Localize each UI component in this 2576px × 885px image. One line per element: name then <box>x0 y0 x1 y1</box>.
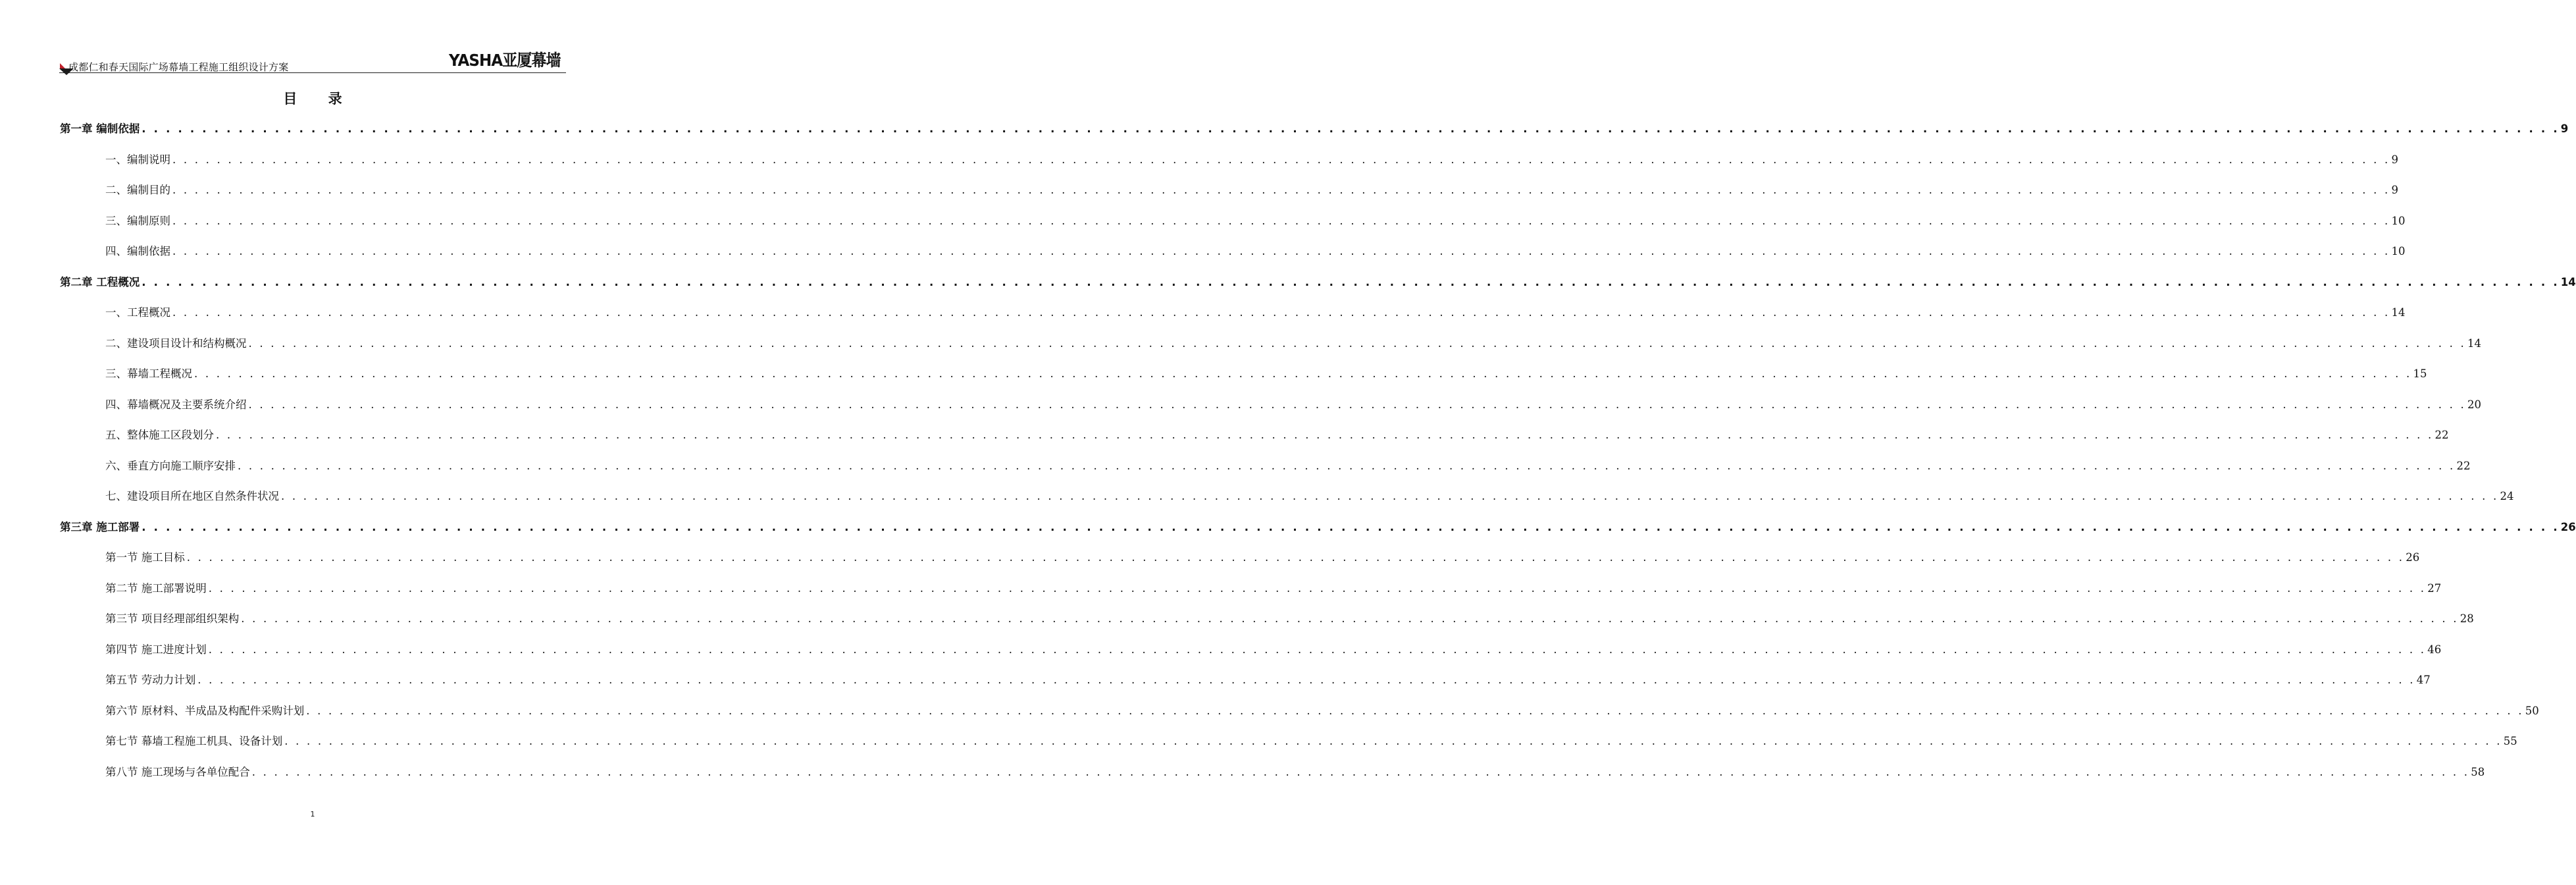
toc-entry-label: 第四节 施工进度计划 <box>105 643 207 656</box>
toc-section-entry[interactable] <box>105 243 2406 260</box>
toc-dot-leader: . . . . . . . . . . . . . . . . . . . . . . . . . . . . . . . . . . . . . . . . . . . . . . . . . . . . . . . . . . . . . . . . . . . . . . . . . . . . . . . . . . . . . . . . . . . . . . . . . . . . . . . . . . . . . . . . . . . . . . . . . . . . . . . . . . . . . . . . . . . . . . . . . . . . . . . . . . . . . . . . . . . . . . . . . . . . . . . . . . . . . . . . . . . . . . . . . . . . . . . . <box>208 581 2427 595</box>
toc-entry-label: 第一节 施工目标 <box>105 551 185 564</box>
toc-entry-page: 26 <box>2560 520 2576 533</box>
yasha-logo: YASHA亚厦幕墙 <box>449 51 561 70</box>
toc-chapter-entry[interactable] <box>60 519 2576 536</box>
toc-entry-label: 二、建设项目设计和结构概况 <box>105 336 247 350</box>
header-divider <box>59 72 566 73</box>
toc-dot-leader: . . . . . . . . . . . . . . . . . . . . . . . . . . . . . . . . . . . . . . . . . . . . . . . . . . . . . . . . . . . . . . . . . . . . . . . . . . . . . . . . . . . . . . . . . . . . . . . . . . . . . . . . . . . . . . . . . . . . . . . . . . . . . . . . . . . . . . . . . . . . . . . . . . . . . . . . . . . . . . . . . . . . . . . . . . . . . . . . . . . . . . . . . . . . . . . . . . . . . . . . <box>172 306 2390 319</box>
toc-dot-leader: . . . . . . . . . . . . . . . . . . . . . . . . . . . . . . . . . . . . . . . . . . . . . . . . . . . . . . . . . . . . . . . . . . . . . . . . . . . . . . . . . . . . . . . . . . . . . . . . . . . . . . . . . . . . . . . . . . . . . . . . . . . . . . . . . . . . . . . . . . . . . . . . . . . . . . . . . . . . . . . . . . . . . . . . . . . . . . . . . . . . . . . . . . . . . . . . . . . . . . . . <box>186 551 2405 564</box>
toc-entry-label: 第一章 编制依据 <box>60 122 140 135</box>
toc-entry-label: 第三章 施工部署 <box>60 520 140 533</box>
document-title: 成都仁和春天国际广场幕墙工程施工组织设计方案 <box>68 61 289 73</box>
page-header <box>59 42 566 75</box>
toc-entry-page: 47 <box>2416 674 2431 686</box>
toc-entry-page: 20 <box>2467 398 2482 411</box>
toc-entry-label: 六、垂直方向施工顺序安排 <box>105 459 236 472</box>
toc-section-entry[interactable] <box>105 365 2427 383</box>
toc-dot-leader: . . . . . . . . . . . . . . . . . . . . . . . . . . . . . . . . . . . . . . . . . . . . . . . . . . . . . . . . . . . . . . . . . . . . . . . . . . . . . . . . . . . . . . . . . . . . . . . . . . . . . . . . . . . . . . . . . . . . . . . . . . . . . . . . . . . . . . . . . . . . . . . . . . . . . . . . . . . . . . . . . . . . . . . . . . . . . . . . . . . . . . . . . . . . . . . . . . . . . . . . <box>172 245 2390 257</box>
toc-entry-page: 14 <box>2391 306 2406 319</box>
toc-entry-label: 第五节 劳动力计划 <box>105 674 196 686</box>
toc-section-entry[interactable] <box>105 703 2539 720</box>
toc-section-entry[interactable] <box>105 672 2431 689</box>
toc-entry-label: 五、整体施工区段划分 <box>105 429 214 441</box>
toc-entry-label: 一、编制说明 <box>105 153 170 166</box>
toc-dot-leader: . . . . . . . . . . . . . . . . . . . . . . . . . . . . . . . . . . . . . . . . . . . . . . . . . . . . . . . . . . . . . . . . . . . . . . . . . . . . . . . . . . . . . . . . . . . . . . . . . . . . . . . . . . . . . . . . . . . . . . . . . . . . . . . . . . . . . . . . . . . . . . . . . . . . . . . . . . . . . . . . . . . . . . . . . . . . . . . . . . . . . . . . . . . . . . . . . . . . . . . . <box>281 490 2499 502</box>
toc-dot-leader: . . . . . . . . . . . . . . . . . . . . . . . . . . . . . . . . . . . . . . . . . . . . . . . . . . . . . . . . . . . . . . . . . . . . . . . . . . . . . . . . . . . . . . . . . . . . . . . . . . . . . . . . . . . . . . . . . . . . . . . . . . . . . . . . . . . . . . . . . . . . . . . . . . . . . . . . . . . . . . . . . . . . . . . . . . . . . . . . . . . . . . . . . . . . . . . . . . . . . . . . <box>142 122 2560 135</box>
toc-section-entry[interactable] <box>105 396 2482 414</box>
toc-entry-label: 第三节 项目经理部组织架构 <box>105 612 240 625</box>
toc-dot-leader: . . . . . . . . . . . . . . . . . . . . . . . . . . . . . . . . . . . . . . . . . . . . . . . . . . . . . . . . . . . . . . . . . . . . . . . . . . . . . . . . . . . . . . . . . . . . . . . . . . . . . . . . . . . . . . . . . . . . . . . . . . . . . . . . . . . . . . . . . . . . . . . . . . . . . . . . . . . . . . . . . . . . . . . . . . . . . . . . . . . . . . . . . . . . . . . . . . . . . . . . <box>172 214 2390 227</box>
page-number: 1 <box>310 810 315 818</box>
toc-entry-page: 22 <box>2456 459 2471 472</box>
toc-section-entry[interactable] <box>105 733 2517 750</box>
toc-entry-label: 第二节 施工部署说明 <box>105 581 207 595</box>
toc-dot-leader: . . . . . . . . . . . . . . . . . . . . . . . . . . . . . . . . . . . . . . . . . . . . . . . . . . . . . . . . . . . . . . . . . . . . . . . . . . . . . . . . . . . . . . . . . . . . . . . . . . . . . . . . . . . . . . . . . . . . . . . . . . . . . . . . . . . . . . . . . . . . . . . . . . . . . . . . . . . . . . . . . . . . . . . . . . . . . . . . . . . . . . . . . . . . . . . . . . . . . . . . <box>284 735 2502 747</box>
toc-entry-label: 一、工程概况 <box>105 306 170 319</box>
toc-entry-label: 四、幕墙概况及主要系统介绍 <box>105 398 247 411</box>
toc-section-entry[interactable] <box>105 427 2449 444</box>
toc-entry-label: 三、编制原则 <box>105 214 170 227</box>
toc-entry-label: 二、编制目的 <box>105 184 170 196</box>
toc-section-entry[interactable] <box>105 151 2399 169</box>
toc-dot-leader: . . . . . . . . . . . . . . . . . . . . . . . . . . . . . . . . . . . . . . . . . . . . . . . . . . . . . . . . . . . . . . . . . . . . . . . . . . . . . . . . . . . . . . . . . . . . . . . . . . . . . . . . . . . . . . . . . . . . . . . . . . . . . . . . . . . . . . . . . . . . . . . . . . . . . . . . . . . . . . . . . . . . . . . . . . . . . . . . . . . . . . . . . . . . . . . . . . . . . . . . <box>194 367 2412 380</box>
toc-entry-page: 15 <box>2413 367 2427 380</box>
toc-chapter-entry[interactable] <box>60 274 2576 291</box>
toc-dot-leader: . . . . . . . . . . . . . . . . . . . . . . . . . . . . . . . . . . . . . . . . . . . . . . . . . . . . . . . . . . . . . . . . . . . . . . . . . . . . . . . . . . . . . . . . . . . . . . . . . . . . . . . . . . . . . . . . . . . . . . . . . . . . . . . . . . . . . . . . . . . . . . . . . . . . . . . . . . . . . . . . . . . . . . . . . . . . . . . . . . . . . . . . . . . . . . . . . . . . . . . . <box>248 398 2467 411</box>
toc-entry-page: 58 <box>2471 765 2485 778</box>
toc-entry-page: 10 <box>2391 214 2406 227</box>
toc-dot-leader: . . . . . . . . . . . . . . . . . . . . . . . . . . . . . . . . . . . . . . . . . . . . . . . . . . . . . . . . . . . . . . . . . . . . . . . . . . . . . . . . . . . . . . . . . . . . . . . . . . . . . . . . . . . . . . . . . . . . . . . . . . . . . . . . . . . . . . . . . . . . . . . . . . . . . . . . . . . . . . . . . . . . . . . . . . . . . . . . . . . . . . . . . . . . . . . . . . . . . . . . <box>142 520 2560 533</box>
toc-heading: 目 录 <box>283 91 355 107</box>
toc-entry-page: 26 <box>2406 551 2420 564</box>
toc-entry-page: 50 <box>2525 704 2539 717</box>
toc-section-entry[interactable] <box>105 610 2474 628</box>
toc-entry-label: 第八节 施工现场与各单位配合 <box>105 765 250 778</box>
toc-entry-page: 22 <box>2434 429 2449 441</box>
toc-section-entry[interactable] <box>105 213 2406 230</box>
toc-dot-leader: . . . . . . . . . . . . . . . . . . . . . . . . . . . . . . . . . . . . . . . . . . . . . . . . . . . . . . . . . . . . . . . . . . . . . . . . . . . . . . . . . . . . . . . . . . . . . . . . . . . . . . . . . . . . . . . . . . . . . . . . . . . . . . . . . . . . . . . . . . . . . . . . . . . . . . . . . . . . . . . . . . . . . . . . . . . . . . . . . . . . . . . . . . . . . . . . . . . . . . . . <box>142 275 2560 288</box>
toc-entry-page: 14 <box>2467 336 2482 350</box>
toc-entry-page: 9 <box>2391 184 2399 196</box>
toc-chapter-entry[interactable] <box>60 121 2569 138</box>
toc-entry-page: 24 <box>2500 490 2514 502</box>
toc-section-entry[interactable] <box>105 304 2406 321</box>
toc-entry-page: 9 <box>2391 153 2399 166</box>
toc-section-entry[interactable] <box>105 335 2482 352</box>
toc-entry-page: 28 <box>2460 612 2474 625</box>
toc-dot-leader: . . . . . . . . . . . . . . . . . . . . . . . . . . . . . . . . . . . . . . . . . . . . . . . . . . . . . . . . . . . . . . . . . . . . . . . . . . . . . . . . . . . . . . . . . . . . . . . . . . . . . . . . . . . . . . . . . . . . . . . . . . . . . . . . . . . . . . . . . . . . . . . . . . . . . . . . . . . . . . . . . . . . . . . . . . . . . . . . . . . . . . . . . . . . . . . . . . . . . . . . <box>248 336 2467 350</box>
toc-section-entry[interactable] <box>105 488 2514 505</box>
toc-dot-leader: . . . . . . . . . . . . . . . . . . . . . . . . . . . . . . . . . . . . . . . . . . . . . . . . . . . . . . . . . . . . . . . . . . . . . . . . . . . . . . . . . . . . . . . . . . . . . . . . . . . . . . . . . . . . . . . . . . . . . . . . . . . . . . . . . . . . . . . . . . . . . . . . . . . . . . . . . . . . . . . . . . . . . . . . . . . . . . . . . . . . . . . . . . . . . . . . . . . . . . . . <box>241 612 2459 625</box>
toc-section-entry[interactable] <box>105 458 2471 475</box>
toc-entry-label: 第七节 幕墙工程施工机具、设备计划 <box>105 735 283 747</box>
toc-dot-leader: . . . . . . . . . . . . . . . . . . . . . . . . . . . . . . . . . . . . . . . . . . . . . . . . . . . . . . . . . . . . . . . . . . . . . . . . . . . . . . . . . . . . . . . . . . . . . . . . . . . . . . . . . . . . . . . . . . . . . . . . . . . . . . . . . . . . . . . . . . . . . . . . . . . . . . . . . . . . . . . . . . . . . . . . . . . . . . . . . . . . . . . . . . . . . . . . . . . . . . . . <box>251 765 2470 778</box>
toc-section-entry[interactable] <box>105 641 2442 658</box>
toc-entry-label: 七、建设项目所在地区自然条件状况 <box>105 490 279 502</box>
toc-entry-label: 四、编制依据 <box>105 245 170 257</box>
toc-entry-page: 10 <box>2391 245 2406 257</box>
toc-dot-leader: . . . . . . . . . . . . . . . . . . . . . . . . . . . . . . . . . . . . . . . . . . . . . . . . . . . . . . . . . . . . . . . . . . . . . . . . . . . . . . . . . . . . . . . . . . . . . . . . . . . . . . . . . . . . . . . . . . . . . . . . . . . . . . . . . . . . . . . . . . . . . . . . . . . . . . . . . . . . . . . . . . . . . . . . . . . . . . . . . . . . . . . . . . . . . . . . . . . . . . . . <box>306 704 2524 717</box>
toc-section-entry[interactable] <box>105 764 2485 781</box>
toc-entry-label: 第二章 工程概况 <box>60 275 140 288</box>
toc-dot-leader: . . . . . . . . . . . . . . . . . . . . . . . . . . . . . . . . . . . . . . . . . . . . . . . . . . . . . . . . . . . . . . . . . . . . . . . . . . . . . . . . . . . . . . . . . . . . . . . . . . . . . . . . . . . . . . . . . . . . . . . . . . . . . . . . . . . . . . . . . . . . . . . . . . . . . . . . . . . . . . . . . . . . . . . . . . . . . . . . . . . . . . . . . . . . . . . . . . . . . . . . <box>197 674 2415 686</box>
toc-section-entry[interactable] <box>105 182 2399 199</box>
toc-entry-page: 27 <box>2427 581 2442 595</box>
toc-entry-page: 46 <box>2427 643 2442 656</box>
toc-dot-leader: . . . . . . . . . . . . . . . . . . . . . . . . . . . . . . . . . . . . . . . . . . . . . . . . . . . . . . . . . . . . . . . . . . . . . . . . . . . . . . . . . . . . . . . . . . . . . . . . . . . . . . . . . . . . . . . . . . . . . . . . . . . . . . . . . . . . . . . . . . . . . . . . . . . . . . . . . . . . . . . . . . . . . . . . . . . . . . . . . . . . . . . . . . . . . . . . . . . . . . . . <box>172 184 2390 196</box>
toc-entry-label: 三、幕墙工程概况 <box>105 367 192 380</box>
toc-entry-label: 第六节 原材料、半成品及构配件采购计划 <box>105 704 305 717</box>
toc-section-entry[interactable] <box>105 549 2420 566</box>
toc-entry-page: 14 <box>2560 275 2576 288</box>
toc-dot-leader: . . . . . . . . . . . . . . . . . . . . . . . . . . . . . . . . . . . . . . . . . . . . . . . . . . . . . . . . . . . . . . . . . . . . . . . . . . . . . . . . . . . . . . . . . . . . . . . . . . . . . . . . . . . . . . . . . . . . . . . . . . . . . . . . . . . . . . . . . . . . . . . . . . . . . . . . . . . . . . . . . . . . . . . . . . . . . . . . . . . . . . . . . . . . . . . . . . . . . . . . <box>238 459 2456 472</box>
toc-dot-leader: . . . . . . . . . . . . . . . . . . . . . . . . . . . . . . . . . . . . . . . . . . . . . . . . . . . . . . . . . . . . . . . . . . . . . . . . . . . . . . . . . . . . . . . . . . . . . . . . . . . . . . . . . . . . . . . . . . . . . . . . . . . . . . . . . . . . . . . . . . . . . . . . . . . . . . . . . . . . . . . . . . . . . . . . . . . . . . . . . . . . . . . . . . . . . . . . . . . . . . . . <box>208 643 2427 656</box>
toc-entry-page: 9 <box>2560 122 2569 135</box>
toc-dot-leader: . . . . . . . . . . . . . . . . . . . . . . . . . . . . . . . . . . . . . . . . . . . . . . . . . . . . . . . . . . . . . . . . . . . . . . . . . . . . . . . . . . . . . . . . . . . . . . . . . . . . . . . . . . . . . . . . . . . . . . . . . . . . . . . . . . . . . . . . . . . . . . . . . . . . . . . . . . . . . . . . . . . . . . . . . . . . . . . . . . . . . . . . . . . . . . . . . . . . . . . . <box>216 429 2434 441</box>
toc-section-entry[interactable] <box>105 580 2442 597</box>
toc-dot-leader: . . . . . . . . . . . . . . . . . . . . . . . . . . . . . . . . . . . . . . . . . . . . . . . . . . . . . . . . . . . . . . . . . . . . . . . . . . . . . . . . . . . . . . . . . . . . . . . . . . . . . . . . . . . . . . . . . . . . . . . . . . . . . . . . . . . . . . . . . . . . . . . . . . . . . . . . . . . . . . . . . . . . . . . . . . . . . . . . . . . . . . . . . . . . . . . . . . . . . . . . <box>172 153 2390 166</box>
toc-entry-page: 55 <box>2503 735 2517 747</box>
